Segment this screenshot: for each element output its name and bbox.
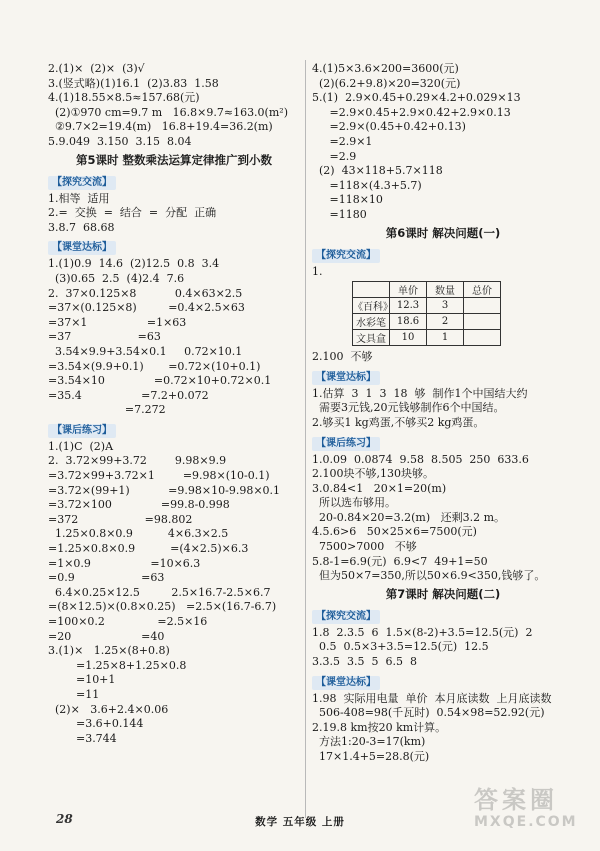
left-answer-line: =0.9 =63 bbox=[48, 571, 165, 585]
right-answer-line: 4.5.6>6 50×25×6=7500(元) bbox=[312, 525, 477, 539]
left-answer-line: =(8×12.5)×(0.8×0.25) =2.5×(16.7-6.7) bbox=[48, 600, 277, 614]
table-row bbox=[353, 298, 501, 314]
section-tag-row bbox=[48, 235, 300, 257]
right-answer-line: =2.9 bbox=[312, 149, 357, 163]
left-answer-line: =1×0.9 =10×6.3 bbox=[48, 556, 201, 570]
right-answer-line: 506-408=98(千瓦时) 0.54×98=52.92(元) bbox=[312, 706, 545, 720]
right-answer-line: =2.9×1 bbox=[312, 134, 373, 148]
left-answer-line: (2)× 3.6+2.4×0.06 bbox=[48, 702, 169, 716]
section-tag-row bbox=[312, 431, 574, 453]
left-answer-line: ②9.7×2=19.4(m) 16.8+19.4=36.2(m) bbox=[48, 120, 273, 134]
left-answer-line: 1.(1)0.9 14.6 (2)12.5 0.8 3.4 bbox=[48, 257, 220, 271]
table-row bbox=[353, 282, 501, 298]
section-tag: 【探究交流】 bbox=[48, 176, 116, 190]
section-tag: 【课堂达标】 bbox=[312, 676, 380, 690]
section-tag: 【探究交流】 bbox=[312, 610, 380, 624]
left-answer-line: 3.54×9.9+3.54×0.1 0.72×10.1 bbox=[48, 344, 243, 358]
left-answer-line: (3)0.65 2.5 (4)2.4 7.6 bbox=[48, 271, 185, 285]
table-cell bbox=[353, 282, 390, 298]
section-tag-row bbox=[312, 243, 574, 265]
right-answer-line: =118×10 bbox=[312, 193, 383, 207]
left-answer-line: 2. 37×0.125×8 0.4×63×2.5 bbox=[48, 286, 243, 300]
right-answer-line: 5.8-1=6.9(元) 6.9<7 49+1=50 bbox=[312, 554, 488, 568]
left-answer-line: 3.(1)× 1.25×(8+0.8) bbox=[48, 644, 170, 658]
table-cell: 《百科》 bbox=[353, 298, 390, 314]
right-answer-line: 2.19.8 km按20 km计算。 bbox=[312, 720, 447, 734]
section-tag-row bbox=[48, 418, 300, 440]
footer-subject: 数学 五年级 上册 bbox=[255, 816, 345, 828]
left-column bbox=[48, 62, 300, 746]
watermark-text-bottom: MXQE.COM bbox=[474, 814, 578, 830]
table-cell: 18.6 bbox=[390, 314, 427, 330]
section-tag: 【课后练习】 bbox=[48, 424, 116, 438]
section-tag-row bbox=[312, 670, 574, 692]
lesson-heading: 第5课时 整数乘法运算定律推广到小数 bbox=[75, 152, 272, 167]
table-cell: 3 bbox=[427, 298, 464, 314]
right-answer-line: 所以选布够用。 bbox=[312, 496, 396, 510]
right-answer-line: 5.(1) 2.9×0.45+0.29×4.2+0.029×13 bbox=[312, 91, 521, 105]
left-answer-line: 1.相等 适用 bbox=[48, 191, 110, 205]
left-answer-line: =3.54×(9.9+0.1) =0.72×(10+0.1) bbox=[48, 359, 261, 373]
right-answer-line: =2.9×0.45+2.9×0.42+2.9×0.13 bbox=[312, 105, 511, 119]
left-answer-line: =37×(0.125×8) =0.4×2.5×63 bbox=[48, 301, 245, 315]
right-answer-line: 3.0.84<1 20×1=20(m) bbox=[312, 481, 447, 495]
right-answer-line: 17×1.4+5=28.8(元) bbox=[312, 750, 430, 763]
left-answer-line: =11 bbox=[48, 687, 100, 701]
left-answer-line: =20 =40 bbox=[48, 629, 165, 643]
table-cell: 水彩笔 bbox=[353, 314, 390, 330]
left-answer-line: =37×1 =1×63 bbox=[48, 315, 187, 329]
left-answer-line: =3.744 bbox=[48, 731, 117, 745]
table-cell: 总价 bbox=[464, 282, 501, 298]
left-answer-line: 6.4×0.25×12.5 2.5×16.7-2.5×6.7 bbox=[48, 585, 271, 599]
left-answer-line: =37 =63 bbox=[48, 330, 161, 344]
table-cell bbox=[464, 314, 501, 330]
right-answer-line: =1180 bbox=[312, 207, 367, 221]
right-answer-line: 1.8 2.3.5 6 1.5×(8-2)+3.5=12.5(元) 2 bbox=[312, 625, 533, 639]
table-cell bbox=[464, 298, 501, 314]
right-answer-line: 3.3.5 3.5 5 6.5 8 bbox=[312, 655, 417, 669]
page-number: 28 bbox=[56, 812, 73, 826]
left-answer-line: =1.25×0.8×0.9 =(4×2.5)×6.3 bbox=[48, 542, 249, 556]
right-answer-line: 2.够买1 kg鸡蛋,不够买2 kg鸡蛋。 bbox=[312, 415, 485, 429]
table-cell: 12.3 bbox=[390, 298, 427, 314]
left-answer-line: =100×0.2 =2.5×16 bbox=[48, 615, 208, 628]
table-row bbox=[353, 314, 501, 330]
right-answer-line: (2) 43×118+5.7×118 bbox=[312, 164, 443, 178]
left-answer-line: =35.4 =7.2+0.072 bbox=[48, 388, 209, 402]
left-answer-line: 4.(1)18.55×8.5≈157.68(元) bbox=[48, 91, 200, 105]
right-answer-line: 20-0.84×20=3.2(m) 还剩3.2 m。 bbox=[312, 510, 506, 524]
left-answer-line: 2. 3.72×99+3.72 9.98×9.9 bbox=[48, 454, 227, 468]
left-answer-line: 2.(1)× (2)× (3)√ bbox=[48, 62, 145, 75]
lesson-heading: 第7课时 解决问题(二) bbox=[385, 586, 501, 601]
right-answer-line: 0.5 0.5×3+3.5=12.5(元) 12.5 bbox=[312, 640, 489, 654]
right-answer-line: 2.100块不够,130块够。 bbox=[312, 467, 434, 481]
table-row bbox=[353, 330, 501, 346]
right-answer-line: 7500>7000 不够 bbox=[312, 540, 417, 554]
left-answer-line: 1.(1)C (2)A bbox=[48, 439, 114, 453]
right-answer-line: 需要3元钱,20元钱够制作6个中国结。 bbox=[312, 401, 505, 415]
section-tag: 【课堂达标】 bbox=[312, 371, 380, 385]
watermark-text-top: 答案圈 bbox=[474, 786, 558, 814]
table-cell: 1 bbox=[427, 330, 464, 346]
right-answer-line: 方法1:20-3=17(km) bbox=[312, 735, 426, 749]
price-table bbox=[352, 281, 501, 346]
section-tag: 【课后练习】 bbox=[312, 437, 380, 451]
right-answer-line: 4.(1)5×3.6×200=3600(元) bbox=[312, 62, 459, 75]
right-answer-line: 1.估算 3 1 3 18 够 制作1个中国结大约 bbox=[312, 386, 528, 400]
left-answer-line: =7.272 bbox=[48, 403, 166, 417]
left-answer-line: =3.72×(99+1) =9.98×10-9.98×0.1 bbox=[48, 483, 281, 497]
left-answer-line: =372 =98.802 bbox=[48, 512, 193, 526]
section-tag-row bbox=[48, 170, 300, 192]
table-cell: 文具盒 bbox=[353, 330, 390, 346]
right-answer-line: 1. bbox=[312, 264, 323, 278]
left-answer-line: 2.= 交换 = 结合 = 分配 正确 bbox=[48, 206, 217, 220]
right-column bbox=[312, 62, 574, 765]
table-cell: 单价 bbox=[390, 282, 427, 298]
right-answer-line: =118×(4.3+5.7) bbox=[312, 178, 422, 192]
section-tag-row bbox=[312, 604, 574, 626]
section-tag: 【课堂达标】 bbox=[48, 241, 116, 255]
lesson-heading: 第6课时 解决问题(一) bbox=[385, 225, 501, 240]
left-answer-line: 3.8.7 68.68 bbox=[48, 220, 115, 234]
left-answer-line: (2)①970 cm=9.7 m 16.8×9.7≈163.0(m²) bbox=[48, 105, 288, 119]
table-cell: 2 bbox=[427, 314, 464, 330]
right-answer-line: (2)(6.2+9.8)×20=320(元) bbox=[312, 76, 461, 90]
left-answer-line: =1.25×8+1.25×0.8 bbox=[48, 658, 187, 672]
table-cell bbox=[464, 330, 501, 346]
right-answer-line: 1.98 实际用电量 单价 本月底读数 上月底读数 bbox=[312, 691, 552, 705]
left-answer-line: 5.9.049 3.150 3.15 8.04 bbox=[48, 134, 192, 148]
table-cell: 数量 bbox=[427, 282, 464, 298]
column-divider bbox=[305, 60, 306, 818]
left-answer-line: =3.54×10 =0.72×10+0.72×0.1 bbox=[48, 374, 272, 388]
right-answer-line: =2.9×(0.45+0.42+0.13) bbox=[312, 120, 466, 134]
right-answer-line: 1.0.09 0.0874 9.58 8.505 250 633.6 bbox=[312, 452, 529, 466]
left-answer-line: =3.72×99+3.72×1 =9.98×(10-0.1) bbox=[48, 469, 270, 483]
watermark-logo bbox=[474, 786, 586, 838]
right-answer-line: 2.100 不够 bbox=[312, 350, 373, 364]
section-tag: 【探究交流】 bbox=[312, 249, 380, 263]
right-answer-line: 但为50×7=350,所以50×6.9<350,钱够了。 bbox=[312, 569, 546, 583]
left-answer-line: =3.72×100 =99.8-0.998 bbox=[48, 498, 230, 512]
left-answer-line: =3.6+0.144 bbox=[48, 717, 144, 731]
left-answer-line: 1.25×0.8×0.9 4×6.3×2.5 bbox=[48, 527, 229, 541]
left-answer-line: =10+1 bbox=[48, 673, 116, 687]
table-cell: 10 bbox=[390, 330, 427, 346]
section-tag-row bbox=[312, 365, 574, 387]
left-answer-line: 3.(竖式略)(1)16.1 (2)3.83 1.58 bbox=[48, 76, 219, 90]
